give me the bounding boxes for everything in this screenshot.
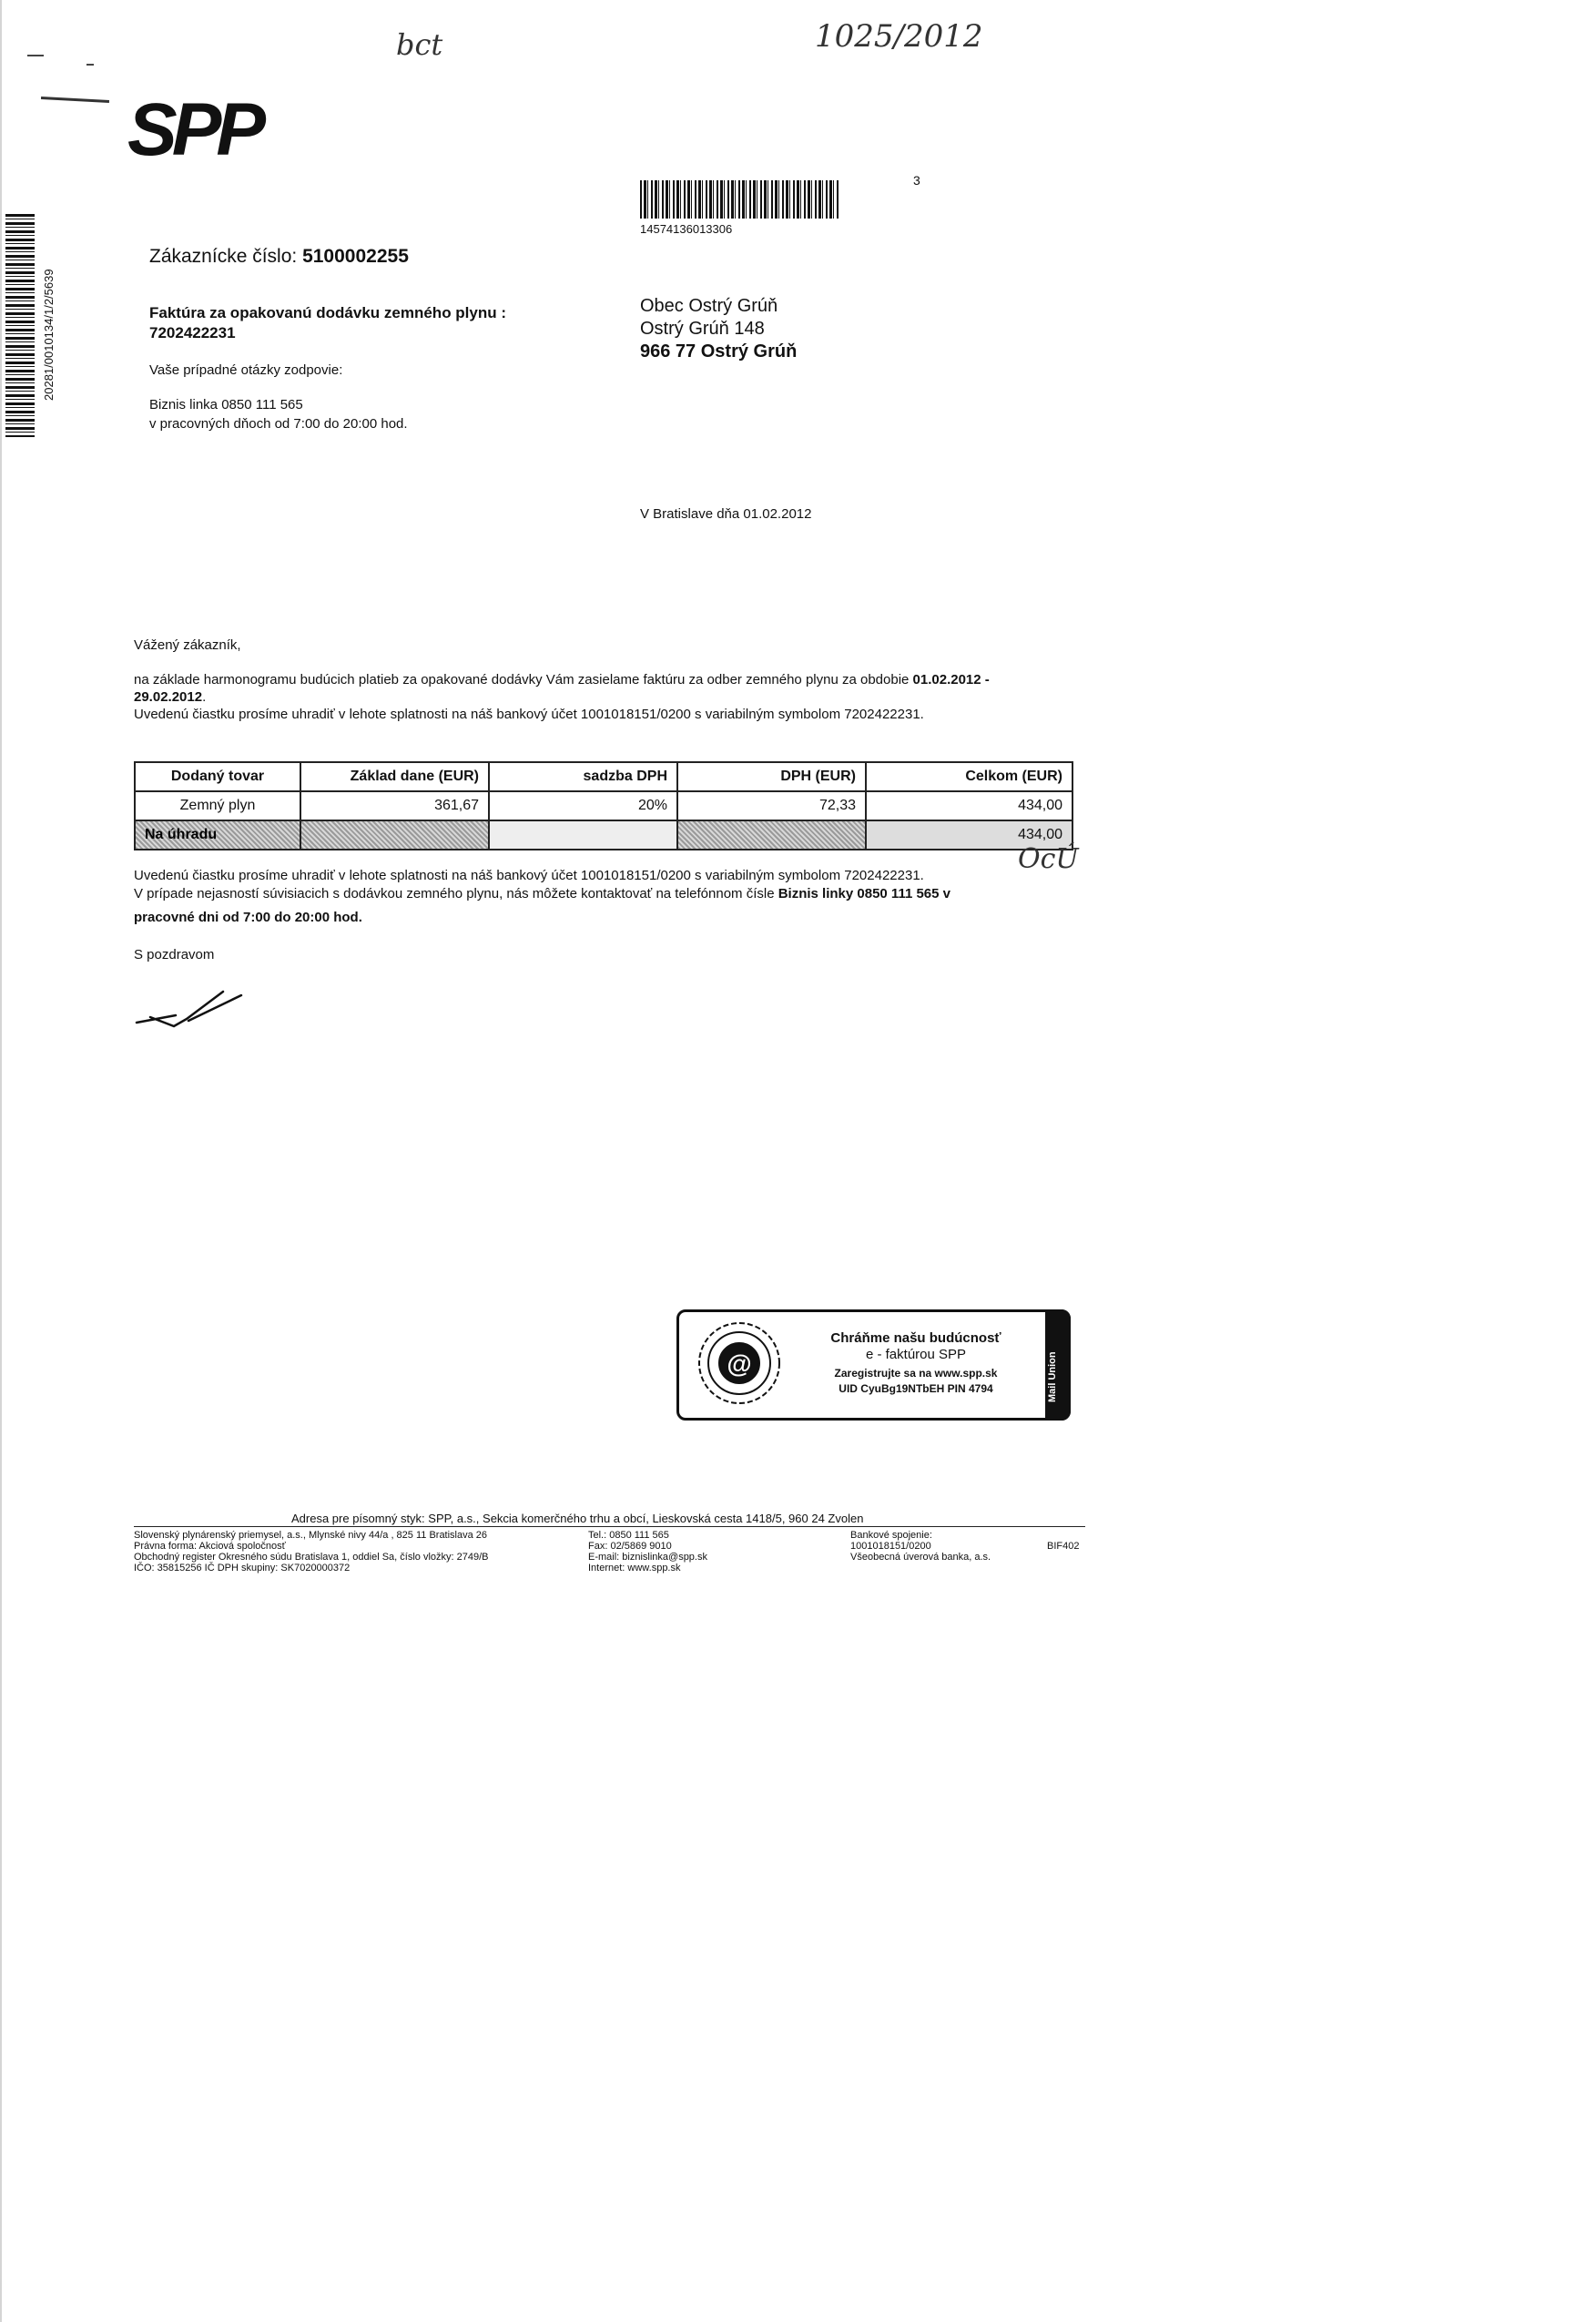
table-header-cell: Dodaný tovar: [135, 762, 300, 791]
footer-line: 1001018151/0200: [850, 1541, 931, 1552]
salutation: Vážený zákazník,: [134, 637, 241, 653]
contact-hours: pracovné dni od 7:00 do 20:00 hod.: [134, 910, 362, 925]
table-header-cell: DPH (EUR): [677, 762, 866, 791]
invoice-title: Faktúra za opakovanú dodávku zemného plynu :: [149, 304, 507, 321]
hotline-line: Biznis linka 0850 111 565: [149, 397, 303, 412]
footer-line: Právna forma: Akciová spoločnosť: [134, 1541, 286, 1552]
mail-union-strip: [1045, 1309, 1071, 1421]
logo-lettering: SPP: [127, 91, 261, 164]
customer-number-value: 5100002255: [302, 246, 409, 267]
footer-line: E-mail: biznislinka@spp.sk: [588, 1552, 707, 1563]
total-blank-cell: [677, 820, 866, 850]
table-cell: 434,00: [866, 791, 1072, 820]
scan-dash-mark: [41, 97, 109, 103]
footer-company: [134, 1530, 489, 1573]
table-header-row: [135, 762, 1072, 791]
footer-bank: [850, 1530, 991, 1563]
e-invoice-promo: [676, 1309, 1071, 1421]
table-total-row: [135, 820, 1072, 850]
letter-paragraph: [134, 867, 1099, 927]
total-label: Na úhradu: [135, 820, 300, 850]
total-value: 434,00: [866, 820, 1072, 850]
barcode: [640, 180, 839, 219]
spp-logo: [127, 91, 273, 164]
contact-text: V prípade nejasností súvisiacich s dodávkou zemného plynu, nás môžete kontaktovať na telefónnom čísle: [134, 886, 778, 901]
footer-divider: [134, 1526, 1085, 1527]
table-cell: Zemný plyn: [135, 791, 300, 820]
table-header-cell: sadzba DPH: [489, 762, 677, 791]
vertical-code-text: 20281/0010134/1/2/5639: [42, 269, 56, 401]
table-header-cell: Základ dane (EUR): [300, 762, 489, 791]
promo-subtitle: e - faktúrou SPP: [865, 1347, 967, 1362]
vertical-barcode: [5, 214, 35, 437]
footer-line: Bankové spojenie:: [850, 1530, 932, 1541]
promo-title: Chráňme našu budúcnosť: [830, 1330, 1001, 1346]
table-cell: 72,33: [677, 791, 866, 820]
footer-line: Tel.: 0850 111 565: [588, 1530, 669, 1541]
table-header-cell: Celkom (EUR): [866, 762, 1072, 791]
promo-credentials: UID CyuBg19NTbEH PIN 4794: [839, 1382, 993, 1395]
hotline-hours: v pracovných dňoch od 7:00 do 20:00 hod.: [149, 416, 408, 432]
sunflower-icon: [696, 1319, 783, 1407]
recipient-city: 966 77 Ostrý Grúň: [640, 341, 798, 362]
footer-line: Slovenský plynárenský priemysel, a.s., Mlynské nivy 44/a , 825 11 Bratislava 26: [134, 1530, 488, 1541]
recipient-name: Obec Ostrý Grúň: [640, 296, 778, 316]
scan-dash-mark: [86, 64, 94, 66]
payment-instruction: Uvedenú čiastku prosíme uhradiť v lehote splatnosti na náš bankový účet 1001018151/0200 s variabilným symbolom 7202422231.: [134, 707, 924, 722]
letter-paragraph: [134, 671, 1090, 723]
footer-line: Obchodný register Okresného súdu Bratislava 1, oddiel Sa, číslo vložky: 2749/B: [134, 1552, 489, 1563]
invoice-table: [134, 761, 1073, 850]
footer-line: Všeobecná úverová banka, a.s.: [850, 1552, 991, 1563]
recipient-street: Ostrý Grúň 148: [640, 319, 765, 339]
closing: S pozdravom: [134, 947, 215, 962]
paragraph-end: .: [202, 689, 207, 705]
total-blank-cell: [300, 820, 489, 850]
signature: [132, 988, 250, 1034]
footer-line: IČO: 35815256 IČ DPH skupiny: SK7020000372: [134, 1563, 351, 1573]
paragraph-text: na základe harmonogramu budúcich platieb za opakované dodávky Vám zasielame faktúru za odber zemného plynu za obdobie: [134, 672, 913, 687]
form-code: BIF402: [1047, 1541, 1080, 1552]
invoice-number: 7202422231: [149, 324, 236, 341]
footer-contact: [588, 1530, 707, 1573]
payment-instruction: Uvedenú čiastku prosíme uhradiť v lehote splatnosti na náš bankový účet 1001018151/0200 s variabilným symbolom 7202422231.: [134, 868, 924, 883]
promo-register: Zaregistrujte sa na www.spp.sk: [834, 1367, 998, 1380]
footer-line: Internet: www.spp.sk: [588, 1563, 681, 1573]
total-blank-cell: [489, 820, 677, 850]
customer-number-label: Zákaznícke číslo:: [149, 246, 298, 267]
handwritten-note: bct: [396, 27, 443, 62]
footer-address: Adresa pre písomný styk: SPP, a.s., Sekcia komerčného trhu a obcí, Lieskovská cesta 1418/5, 960 24 Zvolen: [291, 1512, 864, 1525]
handwritten-reference: 1025/2012: [815, 18, 983, 55]
table-cell: 20%: [489, 791, 677, 820]
customer-number: [149, 246, 409, 268]
period-start: 01.02.2012 -: [912, 672, 990, 687]
handwritten-initials: OcÚ: [1018, 843, 1079, 875]
date-line: V Bratislave dňa 01.02.2012: [640, 506, 812, 522]
barcode-number: 14574136013306: [640, 222, 733, 236]
contact-bold: Biznis linky 0850 111 565 v: [778, 886, 951, 901]
period-end: 29.02.2012: [134, 689, 203, 705]
table-cell: 361,67: [300, 791, 489, 820]
footer-line: Fax: 02/5869 9010: [588, 1541, 672, 1552]
svg-text:@: @: [727, 1349, 752, 1378]
table-row: [135, 791, 1072, 820]
questions-label: Vaše prípadné otázky zodpovie:: [149, 362, 343, 378]
scan-dash-mark: [27, 55, 44, 56]
page-marker: 3: [913, 173, 920, 188]
mail-union-label: Mail Union: [1047, 1351, 1058, 1402]
